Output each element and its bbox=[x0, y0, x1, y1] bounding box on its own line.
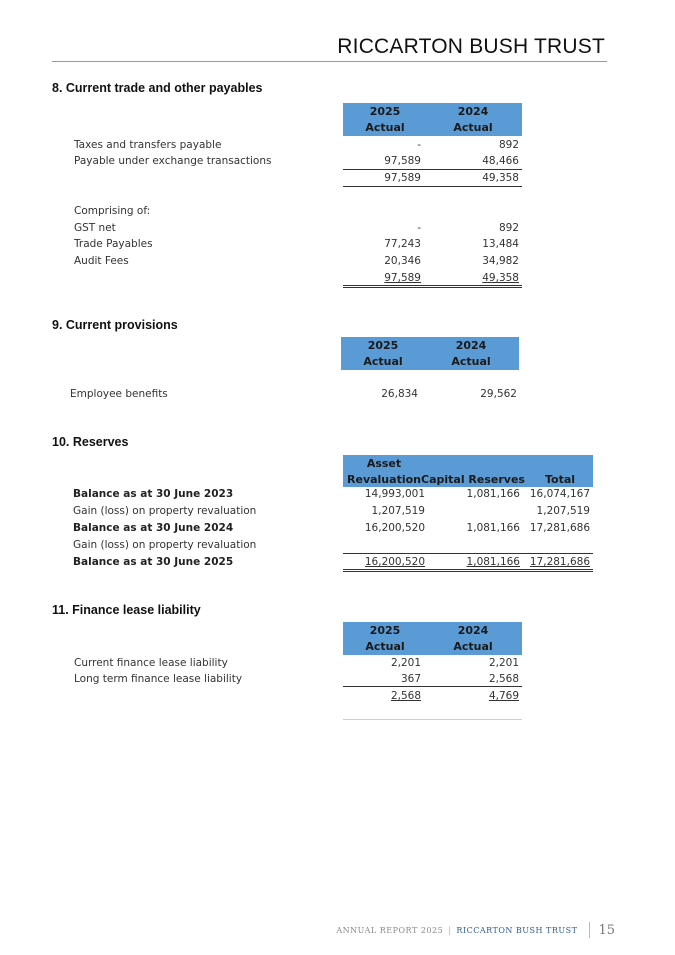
column-header: Revaluation bbox=[347, 473, 421, 486]
table-rule bbox=[343, 287, 522, 288]
row-label: Balance as at 30 June 2025 bbox=[73, 556, 234, 568]
section-heading-provisions: 9. Current provisions bbox=[52, 318, 178, 332]
cell-value: 49,358 bbox=[482, 272, 519, 284]
cell-value: 49,358 bbox=[482, 172, 519, 184]
column-header: 2025 bbox=[369, 105, 401, 118]
cell-value: 34,982 bbox=[482, 255, 519, 267]
column-header: Actual bbox=[453, 640, 493, 653]
row-label: Gain (loss) on property revaluation bbox=[73, 539, 257, 551]
cell-value: 29,562 bbox=[480, 388, 517, 400]
cell-value: 1,081,166 bbox=[466, 488, 520, 500]
table-rule bbox=[343, 569, 593, 570]
column-header: Actual bbox=[365, 121, 405, 134]
cell-value: 1,207,519 bbox=[536, 505, 590, 517]
table-rule bbox=[343, 686, 522, 687]
title-divider bbox=[52, 61, 607, 62]
cell-value: 892 bbox=[498, 139, 519, 151]
cell-value: 2,568 bbox=[390, 690, 421, 702]
cell-value: 17,281,686 bbox=[529, 556, 590, 568]
cell-value: 20,346 bbox=[384, 255, 421, 267]
column-header: 2025 bbox=[369, 624, 401, 637]
cell-value: 1,081,166 bbox=[466, 522, 520, 534]
cell-value: 367 bbox=[400, 673, 421, 685]
cell-value: 97,589 bbox=[384, 172, 421, 184]
row-label: Audit Fees bbox=[74, 255, 129, 267]
page-number: 15 bbox=[598, 922, 615, 938]
row-label: Balance as at 30 June 2024 bbox=[73, 522, 234, 534]
cell-value: 77,243 bbox=[384, 238, 421, 250]
row-label: GST net bbox=[74, 222, 116, 234]
cell-value: 4,769 bbox=[488, 690, 519, 702]
table-rule bbox=[343, 186, 522, 187]
row-label: Comprising of: bbox=[74, 205, 151, 217]
table-rule bbox=[343, 571, 593, 572]
cell-value: 48,466 bbox=[482, 155, 519, 167]
cell-value: 1,207,519 bbox=[371, 505, 425, 517]
section-heading-finance-lease: 11. Finance lease liability bbox=[52, 603, 201, 617]
column-header: Actual bbox=[365, 640, 405, 653]
footer-separator: | bbox=[448, 925, 452, 935]
section-heading-payables: 8. Current trade and other payables bbox=[52, 81, 263, 95]
column-header: Capital Reserves bbox=[421, 473, 525, 486]
footer-brand: RICCARTON BUSH TRUST bbox=[456, 925, 578, 935]
row-label: Trade Payables bbox=[74, 238, 153, 250]
row-label: Payable under exchange transactions bbox=[74, 155, 272, 167]
column-header: 2025 bbox=[367, 339, 399, 352]
column-header: Actual bbox=[453, 121, 493, 134]
row-label: Employee benefits bbox=[70, 388, 168, 400]
cell-value: 2,201 bbox=[488, 657, 519, 669]
table-rule bbox=[343, 553, 593, 554]
column-header: Actual bbox=[451, 355, 491, 368]
row-label: Taxes and transfers payable bbox=[74, 139, 222, 151]
cell-value: 97,589 bbox=[384, 155, 421, 167]
column-header: Total bbox=[544, 473, 576, 486]
row-label: Long term finance lease liability bbox=[74, 673, 243, 685]
cell-value: 97,589 bbox=[384, 272, 421, 284]
column-header: 2024 bbox=[457, 105, 489, 118]
table-rule bbox=[343, 169, 522, 170]
cell-value: 2,568 bbox=[488, 673, 519, 685]
page-title: RICCARTON BUSH TRUST bbox=[337, 35, 605, 58]
table-rule bbox=[343, 285, 522, 286]
row-label: Gain (loss) on property revaluation bbox=[73, 505, 257, 517]
table-rule bbox=[343, 719, 522, 720]
column-header: Asset bbox=[366, 457, 402, 470]
footer-divider bbox=[589, 922, 590, 938]
cell-value: 13,484 bbox=[482, 238, 519, 250]
cell-value: 16,074,167 bbox=[529, 488, 590, 500]
cell-value: 1,081,166 bbox=[466, 556, 520, 568]
cell-value: 16,200,520 bbox=[364, 522, 425, 534]
cell-value: 2,201 bbox=[390, 657, 421, 669]
cell-value: 14,993,001 bbox=[364, 488, 425, 500]
page-footer bbox=[336, 922, 615, 938]
cell-value: 26,834 bbox=[381, 388, 418, 400]
row-label: Balance as at 30 June 2023 bbox=[73, 488, 234, 500]
cell-value: - bbox=[417, 222, 421, 234]
footer-report: ANNUAL REPORT 2025 bbox=[336, 925, 444, 935]
column-header: Actual bbox=[363, 355, 403, 368]
column-header: 2024 bbox=[455, 339, 487, 352]
cell-value: 17,281,686 bbox=[529, 522, 590, 534]
section-heading-reserves: 10. Reserves bbox=[52, 435, 129, 449]
cell-value: 16,200,520 bbox=[364, 556, 425, 568]
row-label: Current finance lease liability bbox=[74, 657, 228, 669]
cell-value: - bbox=[417, 139, 421, 151]
column-header: 2024 bbox=[457, 624, 489, 637]
cell-value: 892 bbox=[498, 222, 519, 234]
